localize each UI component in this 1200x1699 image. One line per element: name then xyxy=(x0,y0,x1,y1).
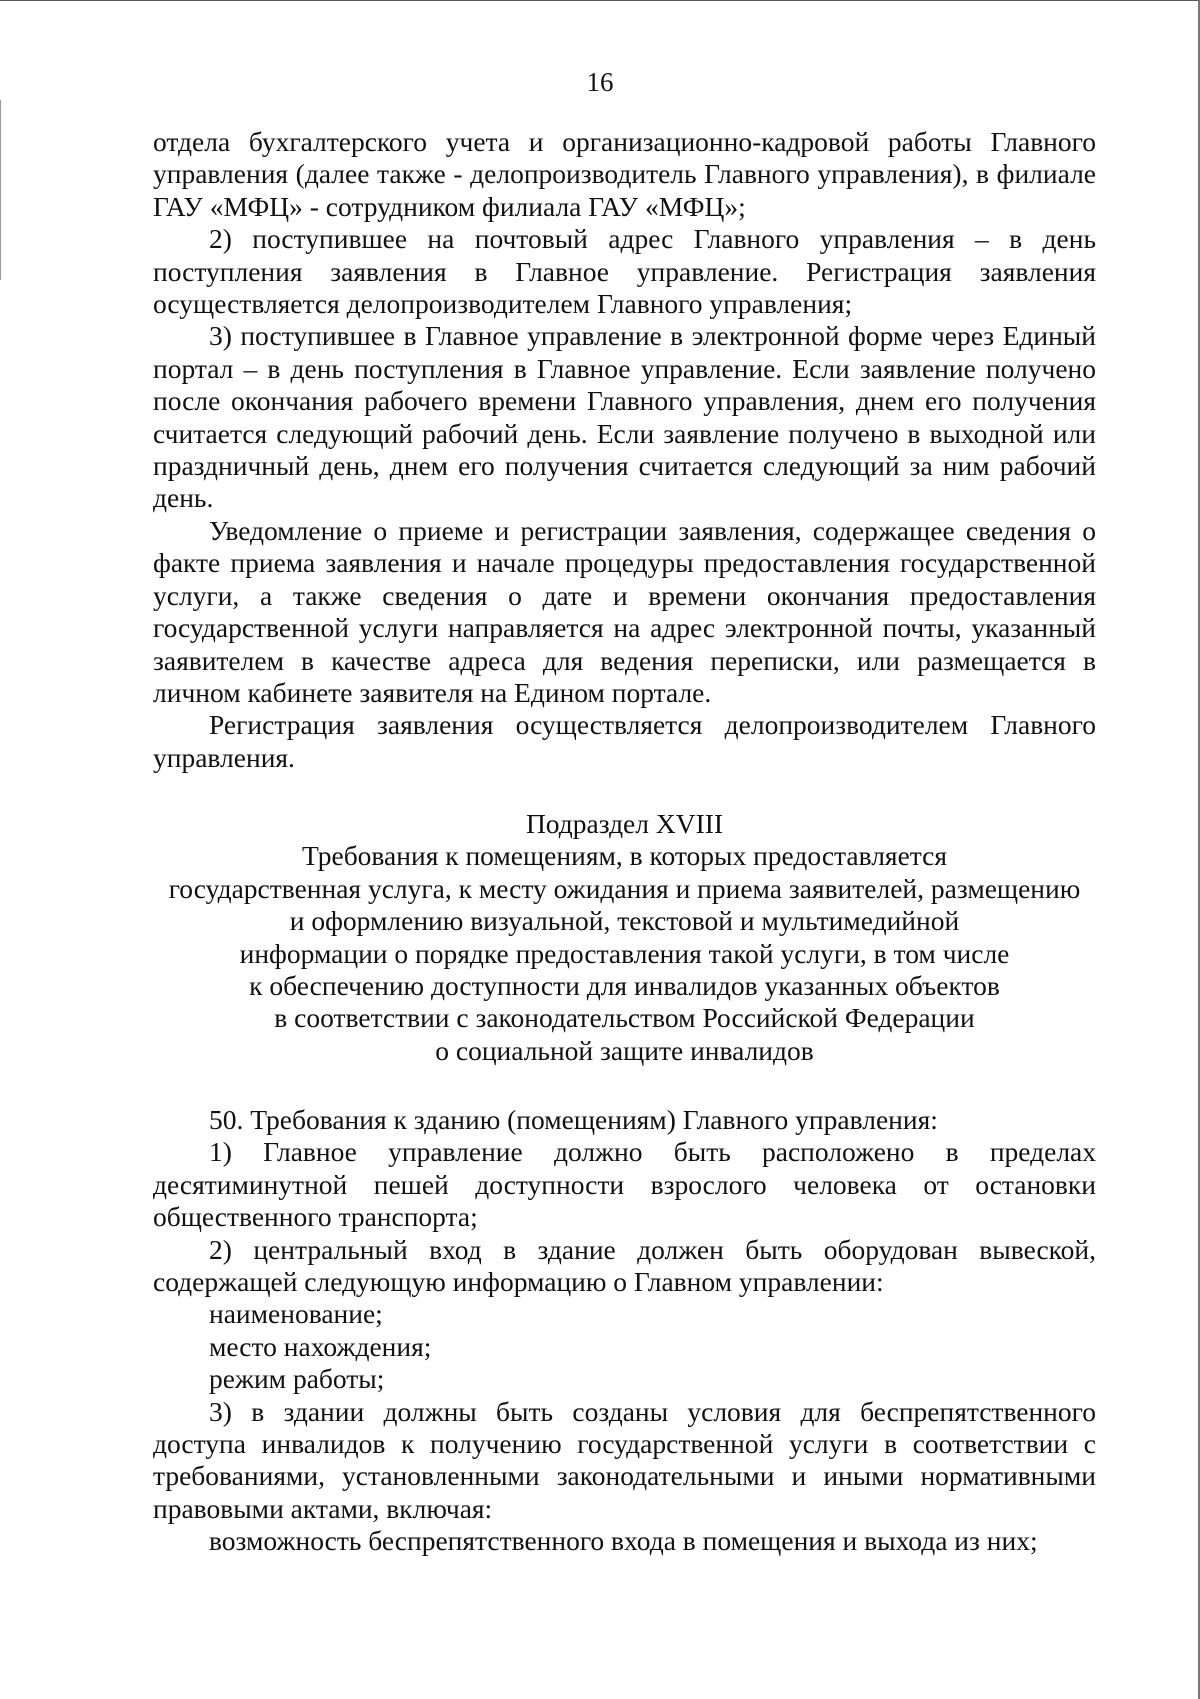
paragraph-requirement-1: 1) Главное управление должно быть расположено в пределах десятиминутной пешей доступности взрослого человека от остановки общественного транспорта; xyxy=(153,1136,1096,1233)
paragraph-registration: Регистрация заявления осуществляется делопроизводителем Главного управления. xyxy=(153,709,1096,773)
paragraph-requirement-3: 3) в здании должны быть созданы условия для беспрепятственного доступа инвалидов к получению государственной услуги в соответствии с требованиями, установленными законодательными и иными нормативными правовыми актами, включая: xyxy=(153,1395,1096,1524)
list-item-name: наименование; xyxy=(209,1298,383,1330)
subsection-label: Подраздел XVIII xyxy=(525,808,724,839)
page-number: 16 xyxy=(586,67,614,97)
paragraph-continuation: отдела бухгалтерского учета и организационно-кадровой работы Главного управления (далее также - делопроизводитель Главного управления), в филиале ГАУ «МФЦ» - сотрудником филиала ГАУ «МФЦ»; xyxy=(153,126,1096,222)
section-heading xyxy=(153,808,1096,1067)
section-title-line-6: в соответствии с законодательством Российской Федерации xyxy=(274,1002,975,1034)
section-title-line-5: к обеспечению доступности для инвалидов указанных объектов xyxy=(249,970,1000,1002)
list-item-schedule: режим работы; xyxy=(209,1363,385,1395)
section-title-line-4: информации о порядке предоставления такой услуги, в том числе xyxy=(239,937,1010,969)
paragraph-requirement-2: 2) центральный вход в здание должен быть оборудован вывеской, содержащей следующую информацию о Главном управлении: xyxy=(153,1233,1096,1298)
paragraph-item-2: 2) поступившее на почтовый адрес Главного управления – в день поступления заявления в Главное управление. Регистрация заявления осуществляется делопроизводителем Главного управления; xyxy=(153,223,1096,320)
scan-border-top xyxy=(0,0,1200,1)
paragraph-point-50: 50. Требования к зданию (помещениям) Главного управления: xyxy=(209,1104,938,1135)
paragraph-notification: Уведомление о приеме и регистрации заявления, содержащее сведения о факте приема заявления и начале процедуры предоставления государственной услуги, а также сведения о дате и времени окончания предоставления государственной услуги направляется на адрес электронной почты, указанный заявителем в качестве адреса для ведения переписки, или размещается в личном кабинете заявителя на Едином портале. xyxy=(153,514,1096,708)
scan-mark-left xyxy=(0,100,1,280)
body-text-bottom xyxy=(153,1104,1096,1558)
list-item-location: место нахождения; xyxy=(209,1330,432,1362)
section-title-line-2: государственная услуга, к месту ожидания и приема заявителей, размещению xyxy=(168,872,1081,904)
section-title-line-3: и оформлению визуальной, текстовой и мультимедийной xyxy=(289,905,960,937)
body-text-top xyxy=(153,126,1096,774)
section-title-line-1: Требования к помещениям, в которых предоставляется xyxy=(301,840,947,872)
section-title-line-7: о социальной защите инвалидов xyxy=(435,1034,814,1066)
paragraph-item-3: 3) поступившее в Главное управление в электронной форме через Единый портал – в день поступления в Главное управление. Если заявление получено после окончания рабочего времени Главного управления, днем его получения считается следующий рабочий день. Если заявление получено в выходной или праздничный день, днем его получения считается следующий за ним рабочий день. xyxy=(153,320,1096,514)
list-item-entry-exit: возможность беспрепятственного входа в помещения и выхода из них; xyxy=(209,1525,1038,1557)
